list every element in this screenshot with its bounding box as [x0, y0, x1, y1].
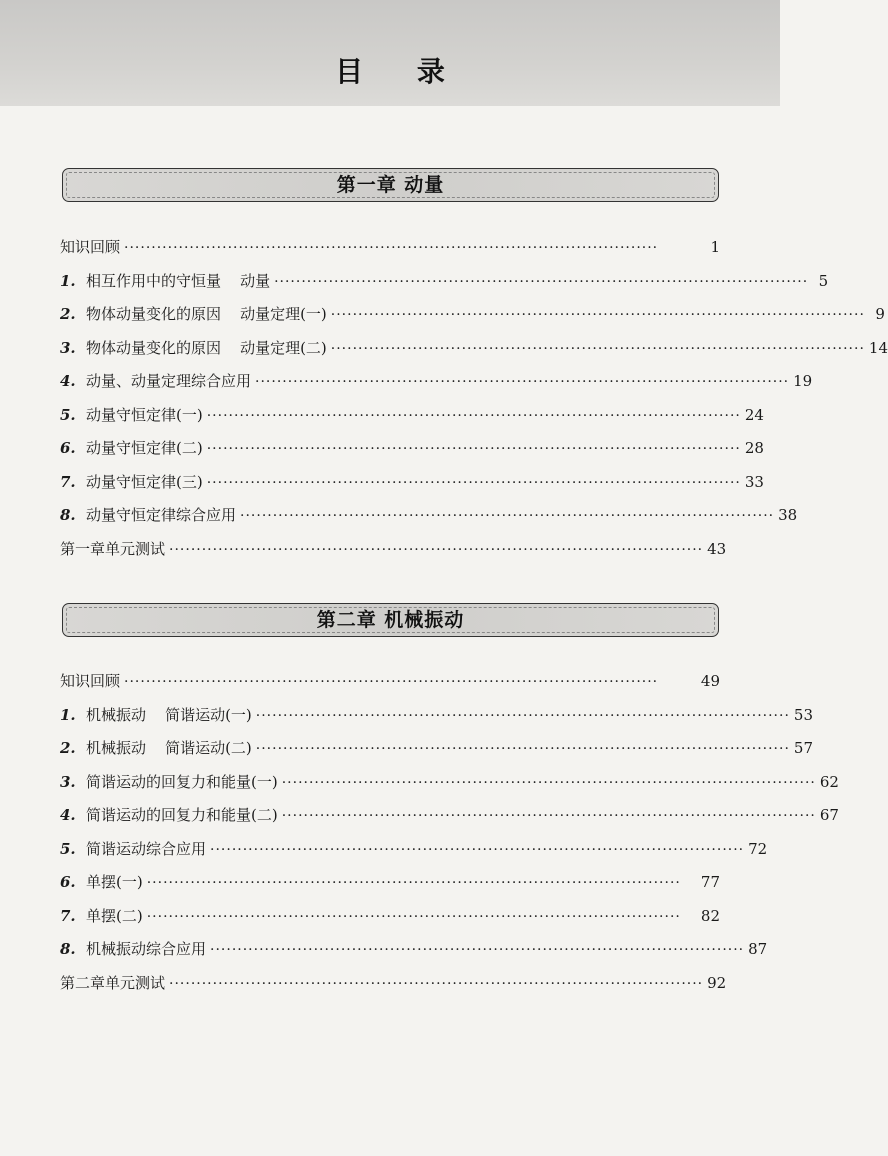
entry-title: 机械振动 简谐运动(二) — [86, 739, 252, 757]
dot-leader: ·································································································· — [206, 407, 741, 424]
toc-entry[interactable] — [60, 437, 764, 471]
toc-entry[interactable] — [60, 303, 885, 337]
toc-entry-review[interactable] — [60, 236, 720, 270]
entry-number: 3. — [60, 338, 76, 357]
dot-leader: ·································································································· — [124, 240, 659, 256]
entry-number: 1. — [60, 271, 76, 290]
dot-leader: ·································································································· — [210, 841, 745, 858]
entry-page: 14 — [868, 338, 888, 357]
entry-page: 43 — [707, 539, 727, 558]
entry-page: 5 — [818, 271, 829, 290]
entry-number: 7. — [60, 472, 76, 491]
entry-page: 33 — [744, 472, 764, 491]
toc-entry-unit-test[interactable] — [60, 538, 727, 572]
dot-leader: ·································································································· — [206, 441, 741, 457]
toc-list-chapter-1 — [60, 236, 888, 571]
entry-title: 单摆(二) — [86, 906, 143, 925]
entry-title: 知识回顾 — [60, 672, 121, 690]
entry-number: 7. — [60, 906, 76, 925]
dot-leader: ·································································································· — [210, 942, 745, 958]
dot-leader: ·································································································· — [169, 541, 704, 558]
dot-leader: ·································································································· — [255, 741, 790, 757]
entry-number: 8. — [60, 940, 76, 958]
entry-page: 77 — [700, 873, 720, 891]
entry-number: 6. — [60, 873, 76, 891]
dot-leader: ·································································································· — [274, 273, 809, 290]
entry-number: 5. — [60, 405, 76, 424]
dot-leader: ·································································································· — [206, 474, 741, 491]
toc-entry[interactable] — [60, 504, 798, 538]
dot-leader: ·································································································· — [330, 340, 865, 357]
dot-leader: ·································································································· — [124, 674, 659, 690]
entry-page: 53 — [793, 705, 813, 724]
toc-entry[interactable] — [60, 404, 764, 438]
page-title: 目 录 — [335, 55, 467, 88]
entry-title: 知识回顾 — [60, 238, 121, 256]
entry-page: 62 — [819, 772, 839, 791]
toc-entry[interactable] — [60, 270, 829, 304]
entry-page: 1 — [710, 238, 720, 256]
dot-leader: ·································································································· — [281, 774, 816, 791]
entry-title: 物体动量变化的原因 动量定理(一) — [86, 305, 327, 323]
toc-entry[interactable] — [60, 871, 720, 905]
toc-entry[interactable] — [60, 938, 768, 972]
entry-page: 49 — [700, 672, 720, 690]
entry-page: 67 — [819, 806, 839, 824]
entry-page: 28 — [744, 439, 764, 457]
entry-title: 第一章单元测试 — [60, 539, 166, 558]
entry-page: 57 — [793, 739, 813, 757]
dot-leader: ·································································································· — [146, 908, 681, 925]
entry-page: 82 — [700, 906, 720, 925]
entry-title: 动量守恒定律(二) — [86, 439, 203, 457]
entry-title: 机械振动综合应用 — [86, 940, 207, 958]
toc-entry[interactable] — [60, 771, 839, 805]
toc-entry[interactable] — [60, 804, 839, 838]
dot-leader: ·································································································· — [255, 374, 790, 390]
entry-title: 相互作用中的守恒量 动量 — [86, 271, 271, 290]
entry-number: 1. — [60, 705, 76, 724]
dot-leader: ·································································································· — [146, 875, 681, 891]
entry-title: 机械振动 简谐运动(一) — [86, 705, 252, 724]
entry-title: 动量守恒定律综合应用 — [86, 506, 237, 524]
entry-number: 4. — [60, 806, 76, 824]
entry-title: 第二章单元测试 — [60, 973, 166, 992]
entry-number: 6. — [60, 439, 76, 457]
entry-number: 3. — [60, 772, 76, 791]
entry-page: 24 — [744, 405, 764, 424]
chapter-title: 第一章 动量 — [336, 174, 445, 196]
toc-entry[interactable] — [60, 370, 813, 404]
entry-title: 物体动量变化的原因 动量定理(二) — [86, 338, 327, 357]
entry-page: 92 — [707, 973, 727, 992]
dot-leader: ·································································································· — [169, 975, 704, 992]
entry-title: 简谐运动的回复力和能量(一) — [86, 772, 278, 791]
entry-number: 4. — [60, 372, 76, 390]
entry-number: 2. — [60, 739, 76, 757]
toc-entry-unit-test[interactable] — [60, 972, 727, 1006]
toc-list-chapter-2 — [60, 670, 839, 1005]
entry-page: 38 — [778, 506, 798, 524]
entry-title: 动量守恒定律(一) — [86, 405, 203, 424]
toc-entry-review[interactable] — [60, 670, 720, 704]
entry-page: 9 — [875, 305, 885, 323]
toc-entry[interactable] — [60, 704, 813, 738]
toc-entry[interactable] — [60, 737, 813, 771]
dot-leader: ·································································································· — [240, 508, 775, 524]
dot-leader: ·································································································· — [281, 808, 816, 824]
toc-entry[interactable] — [60, 471, 764, 505]
toc-entry[interactable] — [60, 838, 768, 872]
entry-title: 简谐运动的回复力和能量(二) — [86, 806, 278, 824]
entry-number: 8. — [60, 506, 76, 524]
entry-title: 单摆(一) — [86, 873, 143, 891]
dot-leader: ·································································································· — [330, 307, 865, 323]
chapter-title: 第二章 机械振动 — [316, 609, 465, 631]
dot-leader: ·································································································· — [255, 707, 790, 724]
entry-page: 72 — [748, 839, 768, 858]
entry-title: 简谐运动综合应用 — [86, 839, 207, 858]
entry-page: 87 — [748, 940, 768, 958]
entry-number: 2. — [60, 305, 76, 323]
entry-title: 动量、动量定理综合应用 — [86, 372, 252, 390]
chapter-banner-2 — [62, 603, 719, 637]
entry-page: 19 — [793, 372, 813, 390]
entry-title: 动量守恒定律(三) — [86, 472, 203, 491]
entry-number: 5. — [60, 839, 76, 858]
chapter-banner-1 — [62, 168, 719, 202]
toc-entry[interactable] — [60, 905, 720, 939]
toc-entry[interactable] — [60, 337, 888, 371]
